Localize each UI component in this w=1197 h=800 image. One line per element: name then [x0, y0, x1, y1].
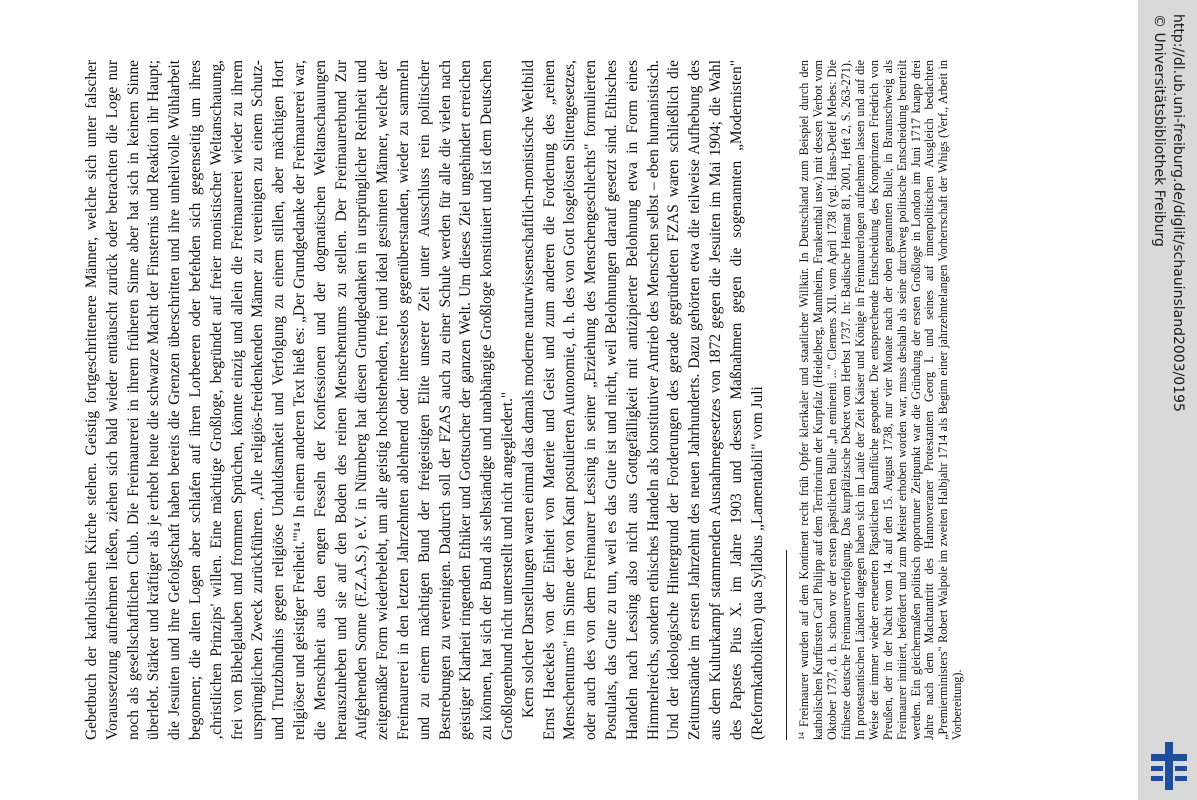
source-url-link[interactable]: http://dl.ub.uni-freiburg.de/diglit/schauinsland2003/0195: [1170, 14, 1186, 412]
footnote-mark: 14: [797, 732, 807, 740]
ub-freiburg-logo-icon: [1148, 742, 1190, 790]
rotated-text-block: [82, 60, 1092, 740]
sidebar-text: [1138, 0, 1197, 800]
footnote-separator: [786, 550, 787, 740]
viewer-sidebar: [1138, 0, 1197, 800]
footnote-text: Freimaurer wurden auf dem Kontinent recht früh Opfer klerikaler und staatlicher Willkür. In Deutschland zum Beispiel durch den katholischen Kurfürsten Carl Philipp auf dem Territorium der Kurpfalz (Heidelberg, Mannheim, Frankenthal usw.) mit dessen Verbot vom Oktober 1737, d. h. schon vor der ersten päpstlichen Bulle „In eminenti ..." Clemens XII. vom April 1738 (vgl. Hans-Detlef Mebes: Die früheste deutsche Freimaurerverfolgung. Das kurpfälzische Dekret vom Herbst 1737. In: Badische Heimat 81, 2001, Heft 2, S. 263-271). In protestantischen Ländern dagegen haben sich im Laufe der Zeit Kaiser und Könige in Freimaurerlogen aufnehmen lassen und auf die Weise der immer wieder erneuerten Päpstlichen Bannflüche gespottet. Die entsprechende Entscheidung des Kronprinzen Friedrich von Preußen, der in der Nacht vom 14. auf den 15. August 1738, nur vier Monate nach der oben genannten Bulle, in Braunschweig als Freimaurer initiiert, befördert und zum Meister erhoben worden war, muss deshalb als seine durchweg politische Entscheidung beurteilt werden. Ein gleichermaßen politisch opportuner Zeitpunkt war die Gründung der ersten Großloge in London im Juni 1717 knapp drei Jahre nach dem Machtantritt des Hannoveraner Protestanten Georg I. und seines auf innenpolitischen Ausgleich bedachten „Premierministers" Robert Walpole im zweiten Halbjahr 1714 als Beginn einer jahrzehntelangen Vorherrschaft der Whigs (Verf., Arbeit in Vorbereitung).: [797, 59, 965, 740]
body-text: [82, 60, 768, 740]
paragraph-1: Gebetbuch der katholischen Kirche stehen. Geistig fortgeschrittenere Männer, welche sich unter falscher Voraussetzung aufnehmen ließen, ziehen sich bald wieder enttäuscht zurück oder betrachten die Loge nur noch als gesellschaftlichen Club. Die Freimaurerei in ihrem früheren Sinne aber hat sich in keinem Sinne überlebt. Stärker und kräftiger als je erhebt heute die schwarze Macht der Finsternis und Reaktion ihr Haupt; die Jesuiten und ihre Gefolgschaft haben bereits die Grenzen überschritten und ihre unheilvolle Wühlarbeit begonnen; die alten Logen aber schlafen auf ihren Lorbeeren oder befehden sich gegenseitig um ihres ‚christlichen Prinzips' willen. Eine mächtige Großloge, begründet auf freier monistischer Weltanschauung, frei von Bibelglauben und frommen Sprüchen, könnte einzig und allein die Freimaurerei wieder zu ihrem ursprünglichen Zweck zurückführen. ‚Alle religiös-freidenkenden Männer zu vereinigen zu einem Schutz- und Trutzbündnis gegen religiöse Unduldsamkeit und Verfolgung zu einem stillen, aber mächtigen Hort religiöser und geistiger Freiheit.'"¹⁴ In einem anderen Text hieß es: „Der Grundgedanke der Freimaurerei war, die Menschheit aus den engen Fesseln der Konfessionen und der dogmatischen Weltanschauungen herauszuheben und sie auf den Boden des reinen Menschentums zu stellen. Der Freimaurerbund Zur Aufgehenden Sonne (F.Z.A.S.) e.V. in Nürnberg hat diesen Grundgedanken in ursprünglicher Reinheit und zeitgemäßer Form wiederbelebt, um alle geistig hochstehenden, frei und ideal gesinnten Männer, welche der Freimaurerei in den letzten Jahrzehnten ablehnend oder interesselos gegenüberstanden, wieder zu sammeln und zu einem mächtigen Bund der freigeistigen Elite unserer Zeit unter Ausschluss rein politischer Bestrebungen zu vereinigen. Dadurch soll der FZAS auch zu einer Schule werden für alle die vielen nach geistiger Klarheit ringenden Ethiker und Gottsucher der ganzen Welt. Um dieses Ziel ungehindert erreichen zu können, hat sich der Bund als selbständige und unabhängige Großloge konstituiert und ist dem Deutschen Großlogenbund nicht unterstellt und nicht angegliedert.": [83, 60, 516, 740]
paragraph-2: Kern solcher Darstellungen waren einmal das damals moderne naturwissenschaftlich-monistische Weltbild Ernst Haeckels von der Einheit von Materie und Geist und zum anderen die Forderung des „reinen Menschentums" im Sinne der von Kant postulierten Autonomie, d. h. des von Gott losgelösten Sittengesetzes, oder auch des von dem Freimaurer Lessing in seiner „Erziehung des Menschengeschlechts" formulierten Postulats, das Gute zu tun, weil es das Gute ist und nicht, weil Belohnungen darauf gesetzt sind. Ethisches Handeln nach Lessing also nicht aus Gottgefälligkeit mit antizipierter Belohnung etwa in Form eines Himmelreichs, sondern ethisches Handeln als konstitutiver Antrieb des Menschen selbst – eben humanistisch. Und der ideologische Hintergrund der Forderungen des gerade gegründeten FZAS waren schließlich die Zeitumstände im ersten Jahrzehnt des neuen Jahrhunderts. Dazu gehörten etwa die teilweise Aufhebung des aus dem Kulturkampf stammenden Ausnahmegesetzes von 1872 gegen die Jesuiten im Mai 1904; die Wahl des Papstes Pius X. im Jahre 1903 und dessen Maßnahmen gegen die sogenannten „Modernisten" (Reformkatholiken) qua Syllabus „Lamentabili" vom Juli: [519, 60, 766, 740]
copyright-notice: © Universitätsbibliothek Freiburg: [1151, 14, 1167, 247]
footnote: [795, 60, 965, 740]
